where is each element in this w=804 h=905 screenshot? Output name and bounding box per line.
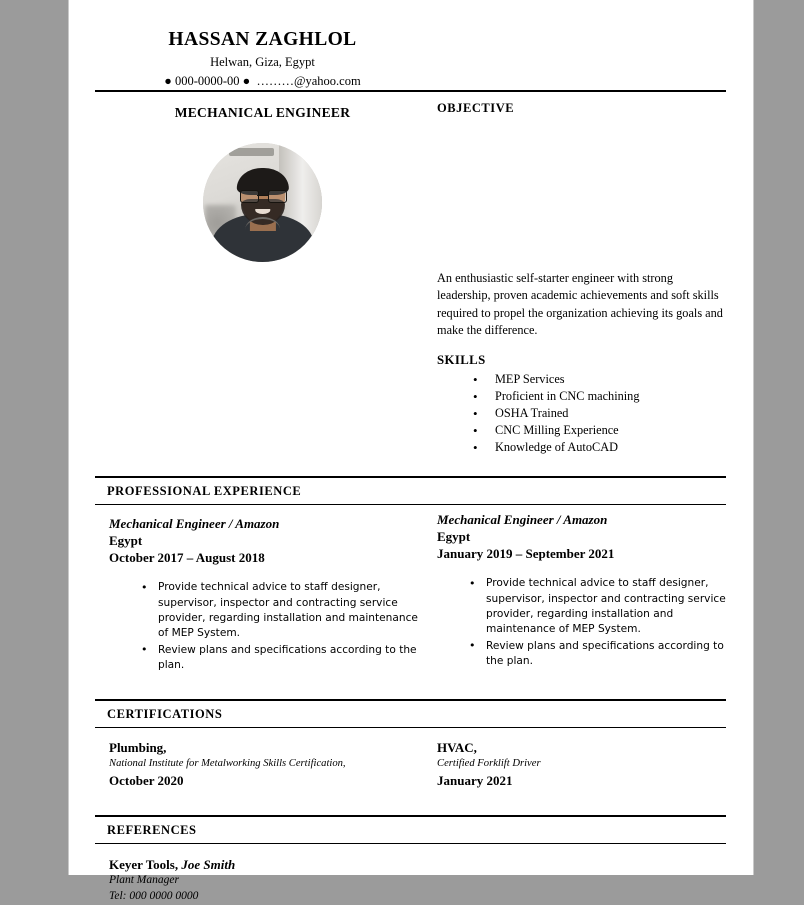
resume-content: [95, 0, 726, 905]
reference-phone: Tel: 000 0000 0000: [109, 889, 199, 902]
column-gap: [430, 92, 437, 262]
glasses-left-lens-icon: [240, 190, 258, 203]
contact-line: ● 000-0000-00 ● ………@yahoo.com: [164, 73, 361, 88]
address-line: Helwan, Giza, Egypt: [210, 55, 315, 69]
objective-text: An enthusiastic self-starter engineer with strong leadership, proven academic achievements and soft skills required to propel the organization achieving its goals and make the difference.: [437, 270, 723, 338]
page-title: HASSAN ZAGHLOL: [168, 29, 357, 50]
reference-person: Joe Smith: [181, 857, 236, 873]
experience-location: Egypt: [437, 528, 471, 544]
certification-name: HVAC,: [437, 739, 477, 755]
certification-entry: [95, 728, 430, 790]
certifications-right-column: [437, 728, 726, 790]
certification-entry: [437, 728, 726, 790]
section-heading-references: REFERENCES: [107, 823, 197, 838]
reference-headline: [109, 856, 726, 873]
list-item: • Proficient in CNC machining: [473, 388, 726, 405]
section-heading-skills: SKILLS: [437, 352, 486, 367]
spacer: [95, 456, 726, 476]
certification-organization: Certified Forklift Driver: [437, 758, 541, 770]
experience-location: Egypt: [109, 532, 143, 548]
objective-left-spacer: [95, 262, 430, 456]
section-heading-certifications: CERTIFICATIONS: [107, 706, 223, 721]
experience-duties-list: [437, 576, 726, 669]
job-title: MECHANICAL ENGINEER: [174, 104, 351, 120]
spacer: [95, 789, 726, 815]
section-heading-experience: PROFESSIONAL EXPERIENCE: [107, 483, 302, 498]
certification-date: October 2020: [109, 772, 184, 788]
list-item: • Review plans and specifications according to the plan.: [139, 643, 430, 674]
glasses-bridge-icon: [257, 195, 269, 197]
certifications-left-column: [95, 728, 430, 790]
avatar-wrapper: [95, 121, 430, 262]
resume-page: [69, 0, 753, 902]
photo-ceiling: [229, 148, 274, 156]
certification-organization: National Institute for Metalworking Skills Certification,: [109, 758, 346, 770]
reference-title: Plant Manager: [109, 874, 179, 887]
experience-entry: [437, 505, 726, 695]
experience-columns: [95, 505, 726, 699]
section-heading-objective: OBJECTIVE: [437, 100, 515, 115]
objective-right-body: [437, 262, 726, 456]
experience-dates: October 2017 – August 2018: [109, 550, 265, 566]
reference-company: Keyer Tools,: [109, 857, 179, 873]
list-item: • OSHA Trained: [473, 405, 726, 422]
experience-duties-list: [109, 580, 430, 673]
certification-name: Plumbing,: [109, 739, 167, 755]
list-item: • Knowledge of AutoCAD: [473, 439, 726, 456]
experience-role: Mechanical Engineer / Amazon: [437, 511, 608, 527]
experience-role: Mechanical Engineer / Amazon: [109, 515, 280, 531]
objective-columns: [95, 262, 726, 456]
experience-entry: [95, 505, 430, 699]
glasses-right-lens-icon: [268, 190, 286, 203]
top-columns: [95, 92, 726, 262]
list-item: • MEP Services: [473, 371, 726, 388]
list-item: • Provide technical advice to staff designer, supervisor, inspector and contracting service provider, regarding installation and maintenance of MEP System.: [139, 580, 430, 641]
list-item: • Review plans and specifications according to the plan.: [467, 639, 726, 670]
top-left-column: [95, 92, 430, 262]
experience-dates: January 2019 – September 2021: [437, 546, 615, 562]
reference-entry: [95, 844, 726, 904]
header-identity-block: [95, 0, 430, 90]
list-item: • Provide technical advice to staff designer, supervisor, inspector and contracting service provider, regarding installation and maintenance of MEP System.: [467, 576, 726, 637]
experience-left-column: [95, 505, 430, 699]
objective-section: [437, 92, 726, 121]
avatar: [203, 143, 322, 262]
certifications-columns: [95, 728, 726, 790]
skills-list: [437, 371, 726, 456]
certification-date: January 2021: [437, 772, 513, 788]
top-right-column: [437, 92, 726, 262]
experience-right-column: [437, 505, 726, 699]
list-item: • CNC Milling Experience: [473, 422, 726, 439]
